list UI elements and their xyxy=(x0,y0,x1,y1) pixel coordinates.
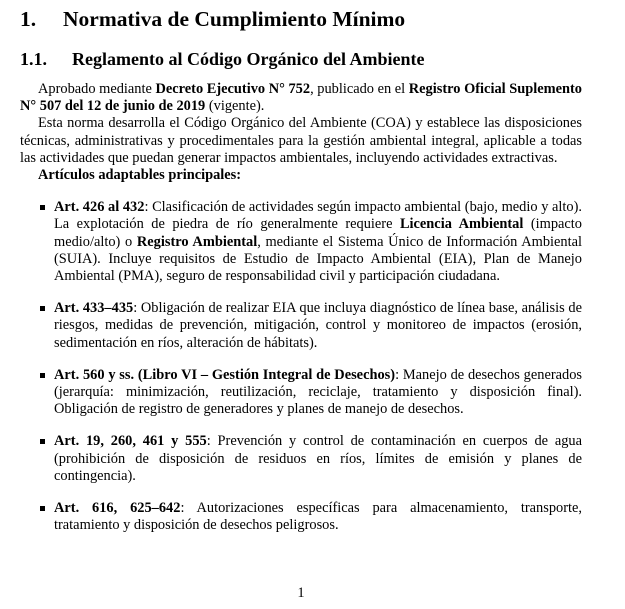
registro-oficial-ref: Registro Oficial Suplemento N° 507 del 12 de junio de 2019 xyxy=(20,81,582,115)
section-number: 1. xyxy=(20,7,37,31)
list-item: Art. 19, 260, 461 y 555: Prevención y control de contaminación en cuerpos de agua (prohibición de disposición de residuos en ríos, límites de emisión y planes de contingencia). xyxy=(20,433,582,485)
page-number: 1 xyxy=(297,585,305,601)
subsection-title: Reglamento al Código Orgánico del Ambiente xyxy=(72,49,425,69)
square-bullet-icon xyxy=(40,306,45,311)
intro-paragraph-2: Esta norma desarrolla el Código Orgánico del Ambiente (COA) y establece las disposiciones técnicas, administrativas y procedimentales para la gestión ambiental integral, aplicable a todas las actividades que puedan generar impactos ambientales, incluyendo actividades extractivas. xyxy=(20,115,582,166)
body-text xyxy=(20,81,582,534)
subsection-heading xyxy=(20,48,582,70)
list-item: Art. 560 y ss. (Libro VI – Gestión Integral de Desechos): Manejo de desechos generados (jerarquía: minimización, reutilización, reciclaje, tratamiento y disposición final). Obligación de registro de generadores y planes de manejo de desechos. xyxy=(20,367,582,419)
list-heading: Artículos adaptables principales: xyxy=(38,167,242,184)
list-item: Art. 616, 625–642: Autorizaciones específicas para almacenamiento, transporte, tratamiento y disposición de desechos peligrosos. xyxy=(20,500,582,534)
square-bullet-icon xyxy=(40,506,45,511)
section-heading xyxy=(20,6,582,32)
articles-list xyxy=(20,199,582,534)
list-item: Art. 426 al 432: Clasificación de actividades según impacto ambiental (bajo, medio y alto). La explotación de piedra de río generalmente requiere Licencia Ambiental (impacto medio/alto) o Registro Ambiental, mediante el Sistema Único de Información Ambiental (SUIA). Incluye requisitos de Estudio de Impacto Ambiental (EIA), Plan de Manejo Ambiental (PMA), seguro de responsabilidad civil y participación ciudadana. xyxy=(20,199,582,285)
decree-ref: Decreto Ejecutivo N° 752 xyxy=(155,81,311,97)
subsection-number: 1.1. xyxy=(20,49,47,69)
section-title: Normativa de Cumplimiento Mínimo xyxy=(63,7,406,31)
list-item: Art. 433–435: Obligación de realizar EIA que incluya diagnóstico de línea base, análisis de riesgos, medidas de prevención, mitigación, control y monitoreo de impactos (erosión, sedimentación en ríos, alteración de hábitats). xyxy=(20,300,582,352)
square-bullet-icon xyxy=(40,439,45,444)
intro-paragraph-1: Aprobado mediante Decreto Ejecutivo N° 752, publicado en el Registro Oficial Suplemento N° 507 del 12 de junio de 2019 (vigente). xyxy=(20,81,582,115)
square-bullet-icon xyxy=(40,373,45,378)
square-bullet-icon xyxy=(40,205,45,210)
